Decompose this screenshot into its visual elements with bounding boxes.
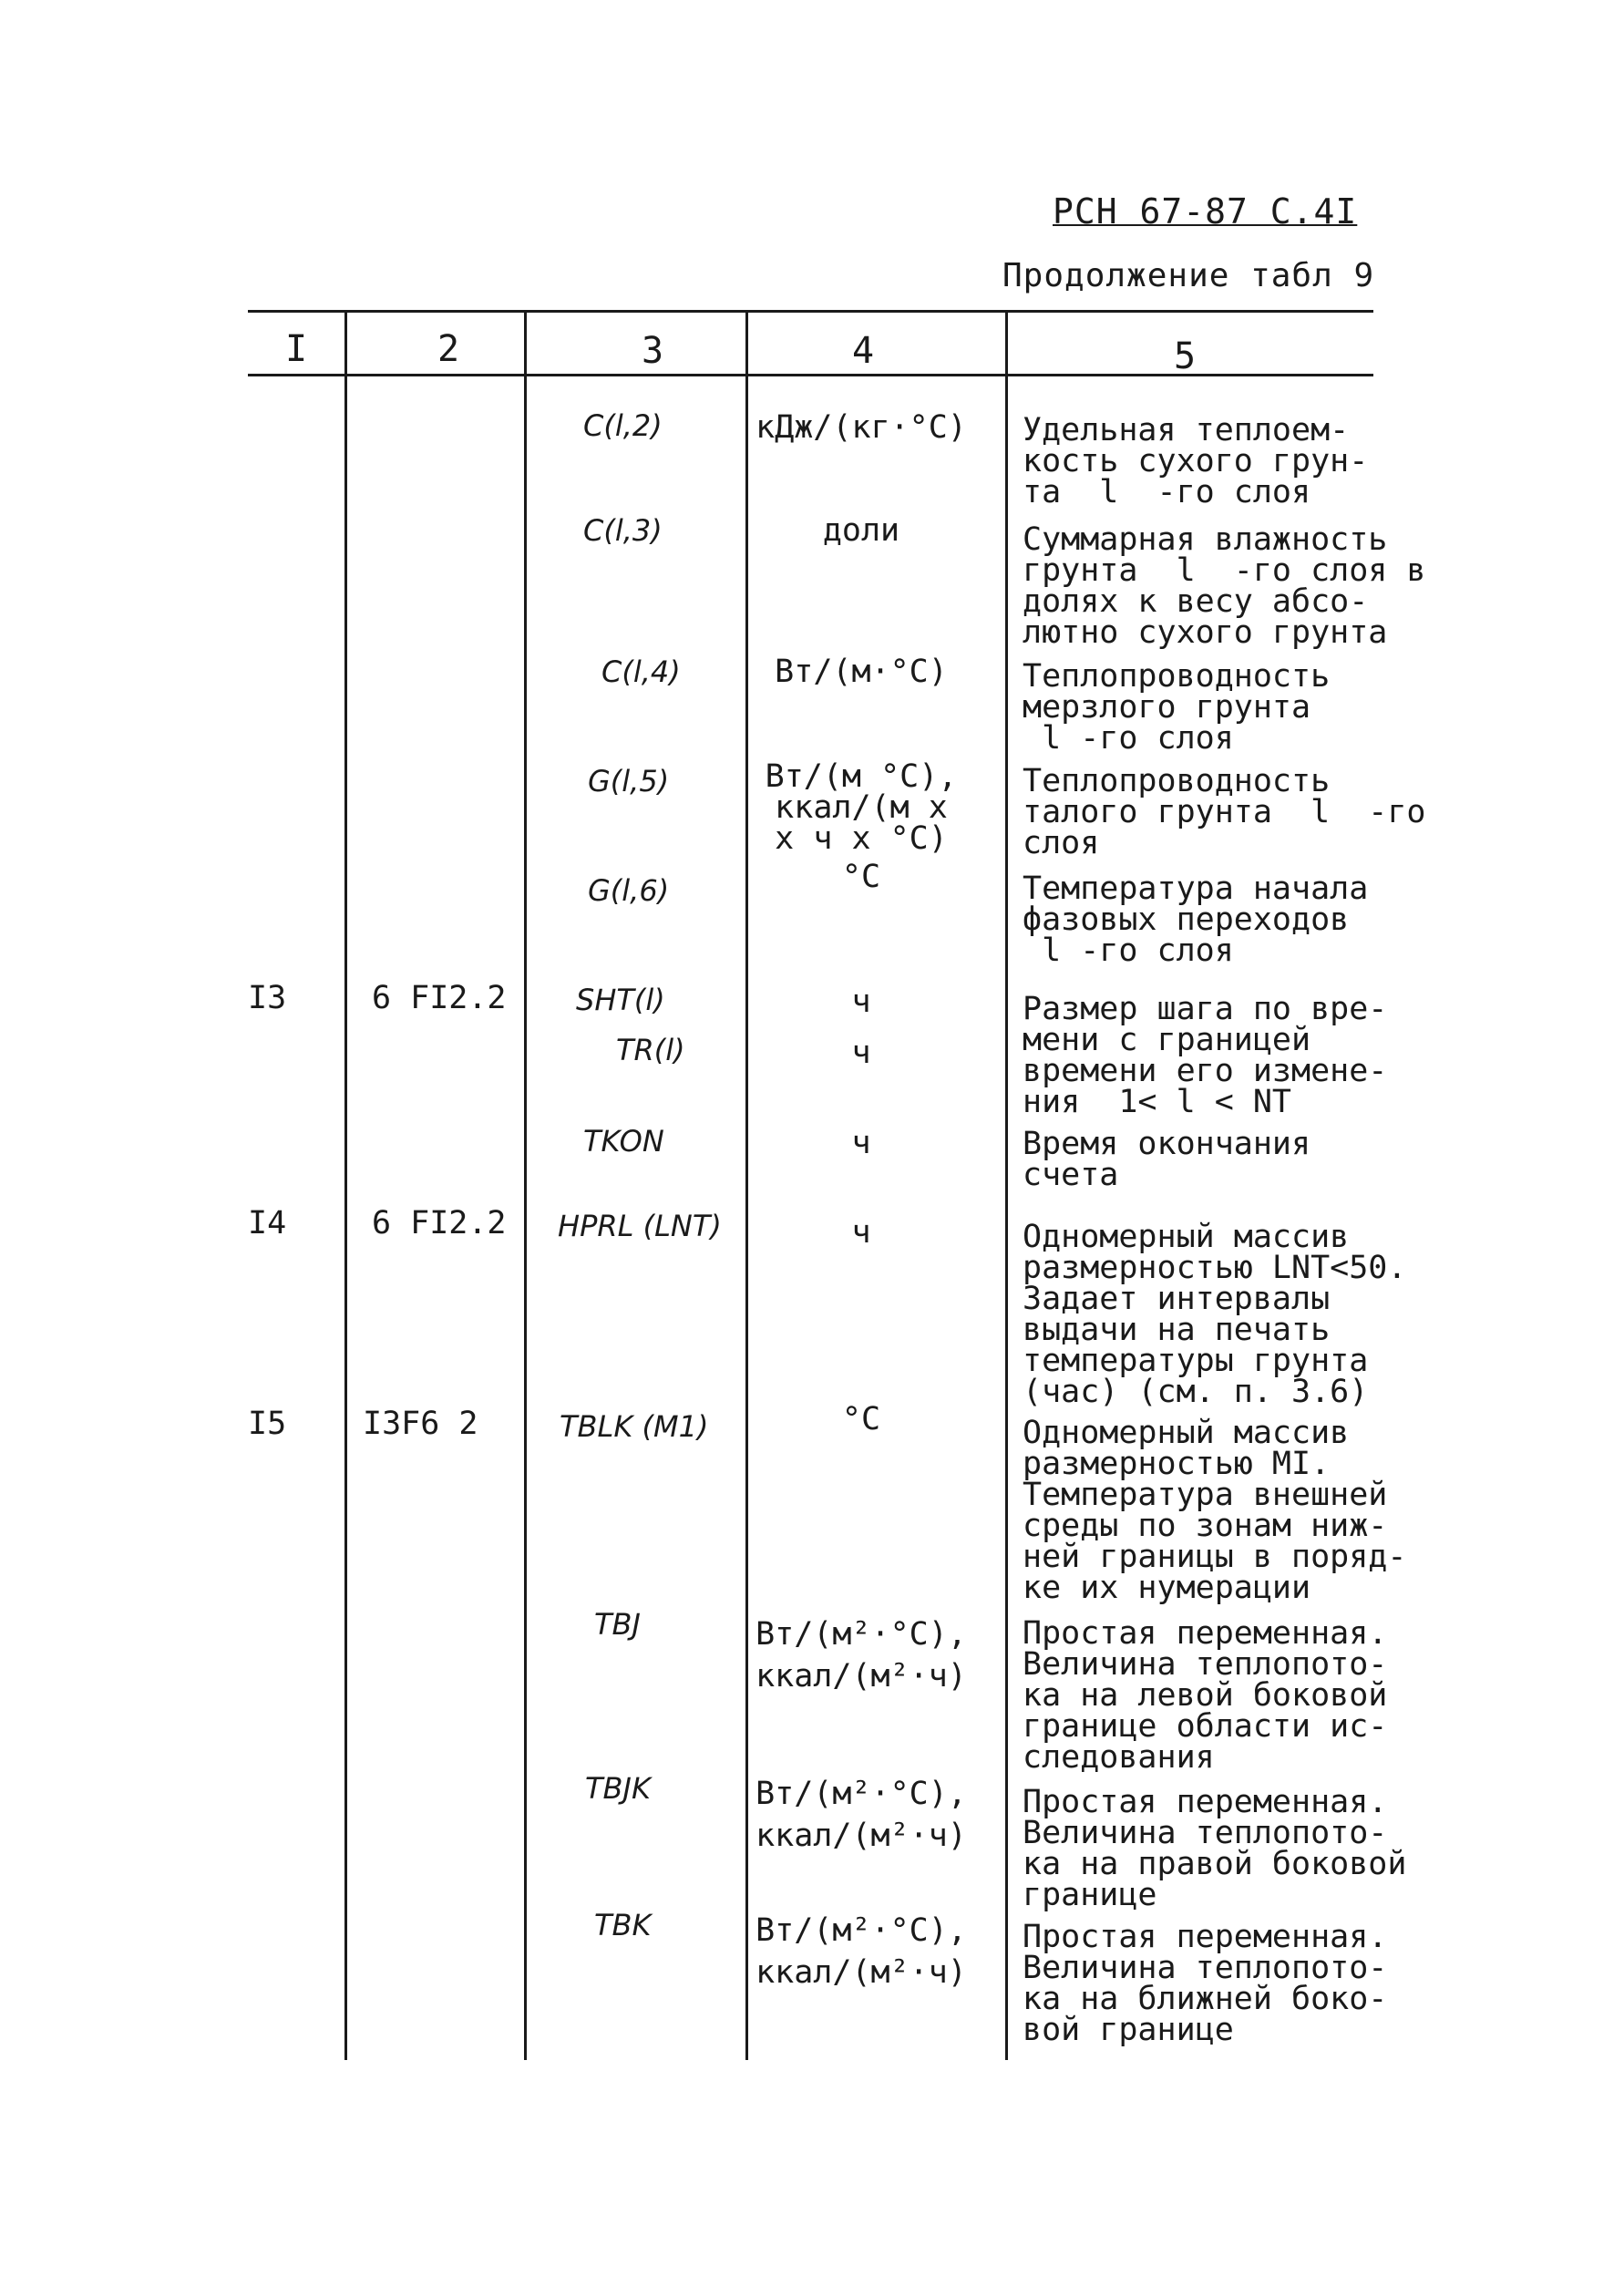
table-continuation-label: Продолжение табл 9 [1002, 257, 1375, 294]
cell-c4-r10: Вт/(м²·°C), ккал/(м²·ч) [755, 1616, 967, 1695]
col-header-3: 3 [641, 330, 664, 372]
cell-c5-r3: Теплопроводность талого грунта l -го слоя [1023, 763, 1426, 861]
cell-c1-r5: I3 [248, 980, 287, 1016]
cell-c2-r8: 6 FI2.2 [372, 1205, 507, 1241]
col-header-4: 4 [851, 330, 875, 372]
col-divider-2 [524, 310, 527, 2060]
cell-c5-r9: Одномерный массив размерностью MI. Температура внешней среды по зонам ниж- ней границы в поряд- ке их нумерации [1023, 1415, 1407, 1606]
cell-c4-r2: Вт/(м·°C) [775, 654, 948, 690]
cell-c3-r10: TBJ [594, 1607, 641, 1642]
cell-c4-r6: ч [851, 1035, 871, 1071]
cell-c3-r12: TBK [594, 1908, 652, 1942]
col-header-2: 2 [437, 328, 460, 370]
cell-c4-r9: °C [841, 1401, 881, 1437]
cell-c5-r2: Теплопроводность мерзлого грунта l -го слоя [1023, 658, 1331, 757]
cell-c2-r9: I3F6 2 [363, 1406, 478, 1442]
col-header-1: I [284, 328, 308, 370]
cell-c5-r11: Простая переменная. Величина теплопото- ка на правой боковой границе [1023, 1784, 1407, 1913]
cell-c3-r8: HPRL (LNT) [558, 1209, 722, 1243]
cell-c3-r2: C(l,4) [601, 654, 681, 689]
col-divider-1 [344, 310, 347, 2060]
col-header-5: 5 [1173, 335, 1197, 377]
cell-c4-r0: кДж/(кг·°C) [755, 409, 967, 446]
cell-c3-r9: TBLK (M1) [560, 1409, 709, 1444]
cell-c5-r12: Простая переменная. Величина теплопото- ка на ближней боко- вой границе [1023, 1919, 1388, 2048]
cell-c3-r11: TBJK [585, 1771, 651, 1806]
cell-c4-r11: Вт/(м²·°C), ккал/(м²·ч) [755, 1776, 967, 1854]
cell-c4-r4: °C [841, 859, 881, 895]
cell-c3-r7: TKON [583, 1124, 664, 1159]
cell-c4-r3: Вт/(м °C), ккал/(м х х ч х °C) [765, 758, 958, 857]
cell-c4-r12: Вт/(м²·°C), ккал/(м²·ч) [755, 1912, 967, 1991]
cell-c5-r4: Температура начала фазовых переходов l -го слоя [1023, 871, 1369, 969]
cell-c5-r8: Одномерный массив размерностью LNT<50. Задает интервалы выдачи на печать температуры грунта (час) (см. п. 3.6) [1023, 1219, 1407, 1410]
cell-c5-r10: Простая переменная. Величина теплопото- ка на левой боковой границе области ис- следования [1023, 1615, 1388, 1776]
cell-c5-r1: Суммарная влажность грунта l -го слоя в долях к весу абсо- лютно сухого грунта [1023, 521, 1426, 651]
cell-c3-r5: SHT(l) [576, 983, 665, 1017]
cell-c3-r6: TR(l) [616, 1033, 685, 1067]
cell-c4-r5: ч [851, 984, 871, 1020]
cell-c3-r1: C(l,3) [583, 513, 663, 548]
cell-c5-r6: мени с границей времени его измене- ния 1< l < NT [1023, 1022, 1388, 1120]
cell-c4-r8: ч [851, 1214, 871, 1251]
document-code: РСН 67-87 С.4I [1053, 191, 1358, 232]
cell-c3-r3: G(l,5) [588, 764, 670, 798]
cell-c5-r7: Время окончания счета [1023, 1126, 1311, 1193]
cell-c5-r0: Удельная теплоем- кость сухого грун- та l -го слоя [1023, 412, 1369, 510]
col-divider-4 [1005, 310, 1008, 2060]
cell-c1-r9: I5 [248, 1406, 287, 1442]
cell-c3-r0: C(l,2) [583, 408, 663, 443]
table-top-rule [248, 310, 1373, 313]
cell-c5-r5: Размер шага по вре- [1023, 991, 1388, 1027]
cell-c3-r4: G(l,6) [588, 873, 670, 908]
cell-c1-r8: I4 [248, 1205, 287, 1241]
cell-c4-r1: доли [822, 512, 900, 549]
cell-c2-r5: 6 FI2.2 [372, 980, 507, 1016]
cell-c4-r7: ч [851, 1125, 871, 1161]
